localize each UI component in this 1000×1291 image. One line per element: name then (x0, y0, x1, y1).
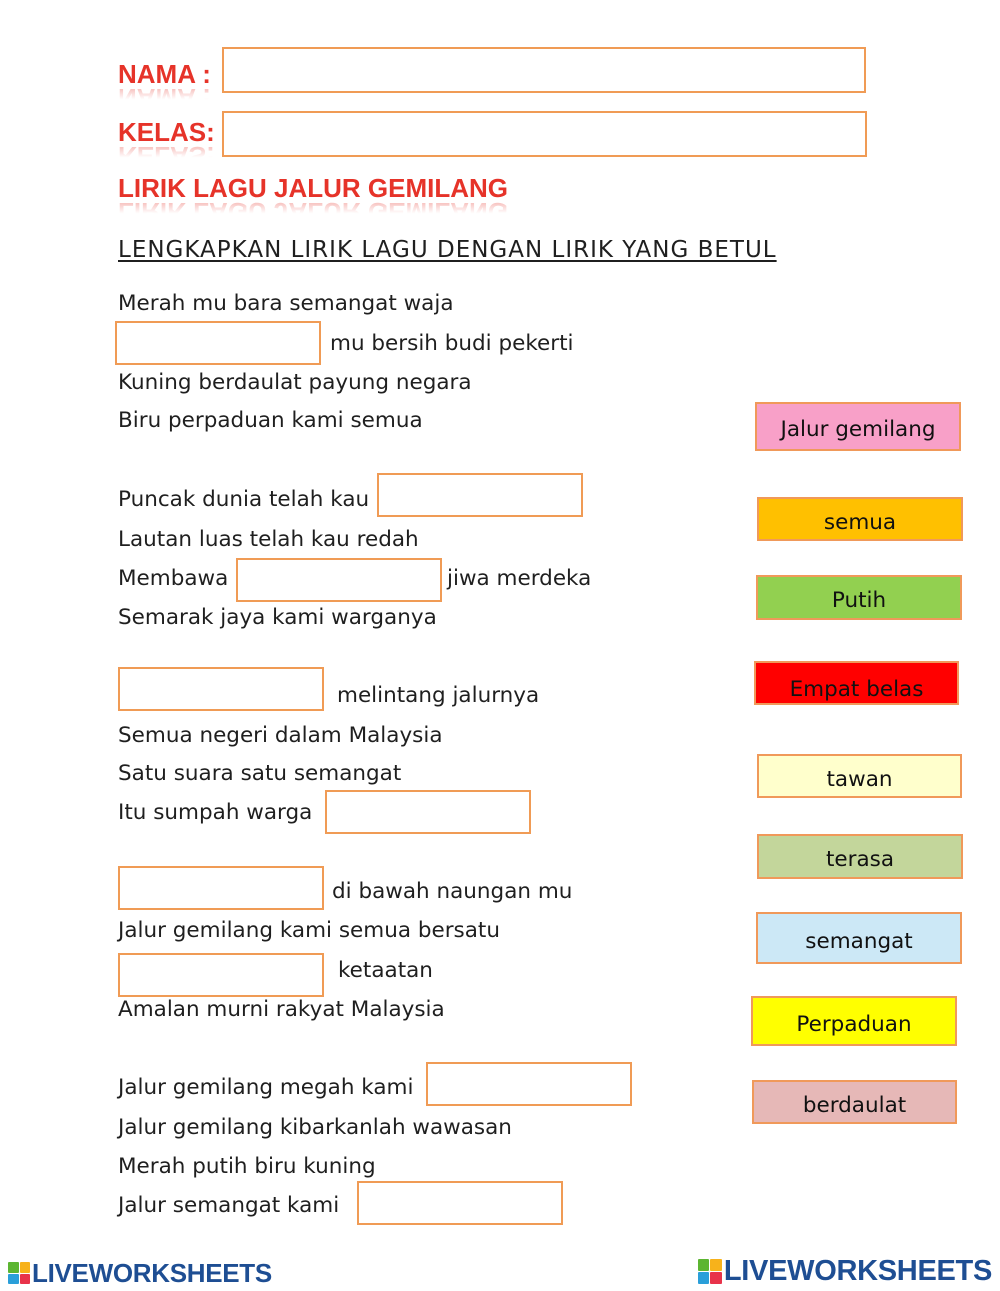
blank-1-drop-zone[interactable] (115, 321, 321, 365)
lyric-v3-line4: Itu sumpah warga (118, 800, 313, 825)
liveworksheets-logo-icon (8, 1262, 30, 1284)
logo-block (710, 1272, 722, 1284)
word-tile-label: Empat belas (789, 676, 924, 702)
blank-5-drop-zone[interactable] (325, 790, 531, 834)
lyric-v3-line3: Satu suara satu semangat (118, 761, 402, 786)
word-tile-label: semua (823, 509, 897, 535)
lyric-v3-line2: Semua negeri dalam Malaysia (118, 723, 443, 748)
lyric-v4-line2: Jalur gemilang kami semua bersatu (118, 918, 500, 943)
liveworksheets-logo-icon (698, 1259, 722, 1284)
lyric-v2-line3-end: jiwa merdeka (447, 566, 592, 591)
word-tile-label: tawan (826, 766, 893, 792)
lyric-v1-line1: Merah mu bara semangat waja (118, 291, 454, 316)
lyric-v1-line4: Biru perpaduan kami semua (118, 408, 423, 433)
word-tile-jalur-gemilang[interactable] (755, 402, 961, 451)
liveworksheets-logo-right (698, 1256, 992, 1286)
logo-block (698, 1259, 710, 1271)
logo-block (8, 1274, 19, 1285)
word-tile-label: semangat (805, 928, 913, 954)
word-tile-label: Perpaduan (796, 1011, 912, 1037)
lyric-v3-line1: melintang jalurnya (337, 683, 540, 708)
word-tile-tawan[interactable] (757, 754, 962, 798)
lyric-v5-line2: Jalur gemilang kibarkanlah wawasan (118, 1115, 512, 1140)
lyric-v2-line4: Semarak jaya kami warganya (118, 605, 437, 630)
lyric-v4-line1: di bawah naungan mu (332, 879, 573, 904)
word-tile-perpaduan[interactable] (751, 996, 957, 1046)
blank-7-drop-zone[interactable] (118, 953, 324, 997)
lyric-v5-line4: Jalur semangat kami (118, 1193, 340, 1218)
word-tile-label: terasa (825, 847, 895, 872)
word-tile-terasa[interactable] (757, 834, 963, 879)
word-tile-label: Putih (831, 588, 887, 613)
logo-block (20, 1274, 31, 1285)
name-input[interactable] (222, 47, 866, 93)
word-tile-berdaulat[interactable] (752, 1080, 957, 1124)
worksheet-title: LIRIK LAGU JALUR GEMILANG (118, 173, 508, 203)
word-tile-semangat[interactable] (756, 912, 962, 964)
logo-block (8, 1262, 19, 1273)
logo-block (710, 1259, 722, 1271)
class-input[interactable] (222, 111, 867, 157)
liveworksheets-logo-left (8, 1258, 272, 1288)
name-label: NAMA : (118, 59, 211, 89)
lyric-v5-line3: Merah putih biru kuning (118, 1154, 376, 1179)
lyric-v5-line1: Jalur gemilang megah kami (118, 1075, 414, 1100)
lyric-v4-line4: Amalan murni rakyat Malaysia (118, 997, 445, 1022)
liveworksheets-logo-text: LIVEWORKSHEETS (32, 1258, 272, 1288)
word-tile-putih[interactable] (756, 575, 962, 620)
word-tile-label: Jalur gemilang (780, 417, 936, 442)
blank-4-drop-zone[interactable] (118, 667, 324, 711)
class-label: KELAS: (118, 117, 215, 147)
logo-block (20, 1262, 31, 1273)
lyric-v1-line3: Kuning berdaulat payung negara (118, 370, 472, 395)
word-tile-empat-belas[interactable] (754, 661, 959, 705)
logo-block (698, 1272, 710, 1284)
blank-2-drop-zone[interactable] (377, 473, 583, 517)
word-tile-semua[interactable] (757, 497, 963, 541)
lyric-v4-line3: ketaatan (338, 958, 433, 983)
blank-3-drop-zone[interactable] (236, 558, 442, 602)
word-tile-label: berdaulat (802, 1092, 907, 1118)
lyric-v2-line1: Puncak dunia telah kau (118, 487, 370, 512)
blank-6-drop-zone[interactable] (118, 866, 324, 910)
lyric-v1-line2: mu bersih budi pekerti (330, 331, 574, 356)
lyric-v2-line2: Lautan luas telah kau redah (118, 527, 419, 552)
liveworksheets-logo-text: LIVEWORKSHEETS (723, 1255, 992, 1287)
blank-9-drop-zone[interactable] (357, 1181, 563, 1225)
instruction-text: LENGKAPKAN LIRIK LAGU DENGAN LIRIK YANG BETUL (118, 237, 777, 263)
blank-8-drop-zone[interactable] (426, 1062, 632, 1106)
lyric-v2-line3-start: Membawa (118, 566, 229, 591)
